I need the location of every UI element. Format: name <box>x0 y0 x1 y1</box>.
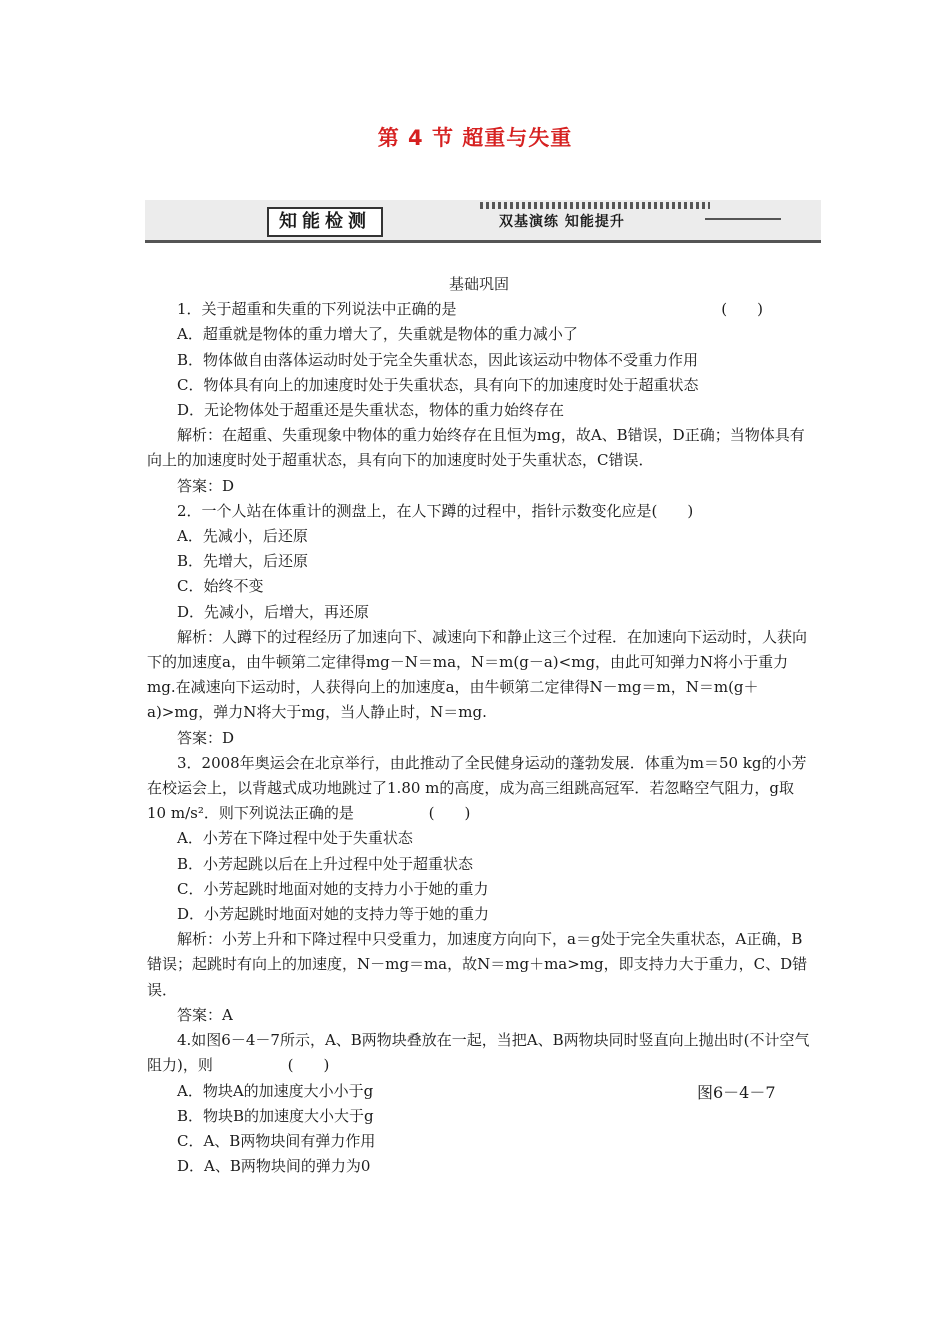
option: D．无论物体处于超重还是失重状态，物体的重力始终存在 <box>177 401 565 420</box>
option: D．小芳起跳时地面对她的支持力等于她的重力 <box>177 905 490 924</box>
banner-decoration-line <box>705 218 781 220</box>
answer: 答案：D <box>177 728 235 747</box>
answer-bracket: ( ) <box>721 300 763 319</box>
option: A．超重就是物体的重力增大了，失重就是物体的重力减小了 <box>177 325 578 344</box>
analysis: 解析：人蹲下的过程经历了加速向下、减速向下和静止这三个过程．在加速向下运动时，人获向下的加速度a，由牛顿第二定律得mg－N＝ma，N＝m(g－a)<mg，由此可知弹力N将小于重力mg.在减速向下运动时，人获得向上的加速度a，由牛顿第二定律得N－mg＝m，N＝m(g＋a)>mg，弹力N将大于mg，当人静止时，N＝mg. <box>147 627 808 722</box>
option: A．物块A的加速度大小小于g <box>177 1081 374 1100</box>
question-text: 1．关于超重和失重的下列说法中正确的是 <box>177 300 457 319</box>
option: C．小芳起跳时地面对她的支持力小于她的重力 <box>177 879 489 898</box>
figure-caption: 图6－4－7 <box>697 1083 776 1102</box>
option: A．小芳在下降过程中处于失重状态 <box>177 829 413 848</box>
section-banner <box>145 200 821 243</box>
section-heading: 基础巩固 <box>448 275 509 293</box>
question-text: 4.如图6－4－7所示，A、B两物块叠放在一起，当把A、B两物块同时竖直向上抛出时(不计空气阻力)，则 <box>147 1031 810 1075</box>
page-title: 第 4 节 超重与失重 <box>377 126 573 150</box>
banner-decoration <box>480 202 710 209</box>
question-1-stem <box>147 297 811 322</box>
document-body <box>147 272 811 1179</box>
analysis: 解析：小芳上升和下降过程中只受重力，加速度方向向下，a＝g处于完全失重状态，A正确，B错误；起跳时有向上的加速度，N－mg＝ma，故N＝mg＋ma>mg，即支持力大于重力，C、D错误． <box>147 930 808 999</box>
option: B．物块B的加速度大小大于g <box>177 1106 374 1125</box>
option: B．小芳起跳以后在上升过程中处于超重状态 <box>177 854 474 873</box>
question-2-stem: 2．一个人站在体重计的测盘上，在人下蹲的过程中，指针示数变化应是( ) <box>177 501 694 520</box>
option: A．先减小，后还原 <box>177 527 308 546</box>
question-3-stem <box>147 751 811 827</box>
option: C．A、B两物块间有弹力作用 <box>177 1131 376 1150</box>
option: D．A、B两物块间的弹力为0 <box>177 1157 371 1176</box>
option: C．始终不变 <box>177 577 264 596</box>
option: C．物体具有向上的加速度时处于失重状态，具有向下的加速度时处于超重状态 <box>177 375 699 394</box>
option: B．先增大，后还原 <box>177 552 309 571</box>
option: D．先减小，后增大，再还原 <box>177 602 370 621</box>
answer-bracket: ( ) <box>287 1056 330 1075</box>
analysis: 解析：在超重、失重现象中物体的重力始终存在且恒为mg，故A、B错误，D正确；当物体具有向上的加速度时处于超重状态，具有向下的加速度时处于失重状态，C错误． <box>147 426 805 470</box>
question-4-stem <box>147 1028 811 1078</box>
banner-right-label: 双基演练 知能提升 <box>499 214 625 230</box>
option: B．物体做自由落体运动时处于完全失重状态，因此该运动中物体不受重力作用 <box>177 350 699 369</box>
question-text: 3．2008年奥运会在北京举行，由此推动了全民健身运动的蓬勃发展．体重为m＝50 kg的小芳在校运会上，以背越式成功地跳过了1.80 m的高度，成为高三组跳高冠军．若忽略空气阻力，g取10 m/s²．则下列说法正确的是 <box>147 753 807 823</box>
answer: 答案：A <box>177 1005 233 1024</box>
banner-left-label: 知能检测 <box>267 207 383 237</box>
answer: 答案：D <box>177 476 235 495</box>
answer-bracket: ( ) <box>428 804 471 823</box>
